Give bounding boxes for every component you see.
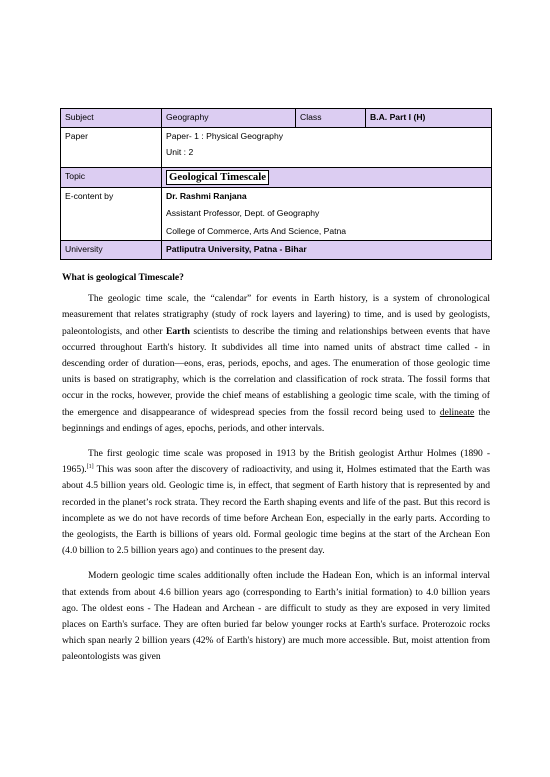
university-label: University bbox=[61, 241, 162, 260]
class-label: Class bbox=[296, 109, 366, 128]
subject-row bbox=[61, 109, 492, 128]
course-info-table bbox=[60, 108, 492, 260]
paragraph-2 bbox=[62, 446, 490, 559]
paper-value: Paper- 1 : Physical Geography bbox=[166, 130, 284, 141]
paragraph-3: Modern geologic time scales additionally often include the Hadean Eon, which is an informal interval that extends from about 4.6 billion years ago (corresponding to Earth’s initial formation) to 4.0 billion years ago. The oldest eons - The Hadean and Archean - are difficult to study as they are exposed in very limited places on Earth's surface. They are often buried far below younger rocks at Earth's surface. Proterozoic rocks which span nearly 2 billion years (42% of Earth's history) are much more accessible. But, moist attention from paleontologists was given bbox=[62, 570, 490, 663]
university-row bbox=[61, 241, 492, 260]
p2-text-a: The first geologic time scale was proposed in 1913 by the British geologist Arthur Holmes (1890 - 1965). bbox=[62, 448, 490, 476]
author-college: College of Commerce, Arts And Science, Patna bbox=[166, 225, 347, 236]
p1-text-c: the beginnings and endings of ages, epochs, periods, and other intervals. bbox=[62, 406, 490, 434]
p2-text-b: This was soon after the discovery of radioactivity, and using it, Holmes estimated that the Earth was about 4.5 billion years old. Geologic time is, in effect, that segment of Earth history that is represented by and recorded in the planet’s rock strata. They record the Earth shaping events and life of the past. But this record is incomplete as we do not have records of time before Archean Eon, especially in the early parts. According to the geologists, the Earth is billions of years old. Formal geologic time begins at the start of the Archean Eon (4.0 billion to 2.5 billion years ago) and continues to the present day. bbox=[62, 464, 490, 557]
paragraph-1 bbox=[62, 291, 490, 437]
econtent-label: E-content by bbox=[61, 187, 162, 241]
topic-label: Topic bbox=[61, 167, 162, 187]
subject-value: Geography bbox=[162, 109, 296, 128]
econtent-cell bbox=[162, 187, 492, 241]
p1-text-b: scientists to describe the timing and relationships between events that have occurred throughout Earth's history. It subdivides all time into named units of abstract time called - in descending order of duration—eons, eras, periods, epochs, and ages. The enumeration of those geologic time units is based on stratigraphy, which is the correlation and classification of rock strata. The fossil forms that occur in the rocks, however, provide the chief means of establishing a geologic time scale, with the timing of the emergence and disappearance of widespread species from the fossil record being used to bbox=[62, 325, 490, 418]
author-title: Assistant Professor, Dept. of Geography bbox=[166, 208, 320, 218]
author-name: Dr. Rashmi Ranjana bbox=[166, 190, 247, 201]
subject-label: Subject bbox=[61, 109, 162, 128]
paper-cell bbox=[162, 127, 492, 167]
section-heading: What is geological Timescale? bbox=[62, 272, 184, 283]
topic-value: Geological Timescale bbox=[166, 170, 269, 185]
econtent-row bbox=[61, 187, 492, 241]
class-value: B.A. Part I (H) bbox=[366, 109, 492, 128]
p1-underline-delineate: delineate bbox=[439, 406, 475, 418]
topic-row bbox=[61, 167, 492, 187]
unit-value: Unit : 2 bbox=[166, 147, 194, 157]
p2-citation: [1] bbox=[86, 464, 94, 471]
university-value: Patliputra University, Patna - Bihar bbox=[162, 241, 492, 260]
body-content bbox=[62, 270, 490, 675]
paper-label: Paper bbox=[61, 127, 162, 167]
paper-row bbox=[61, 127, 492, 167]
p1-text-a: The geologic time scale, the “calendar” for events in Earth history, is a system of chronological measurement that relates stratigraphy (study of rock layers and layering) to time, and is used by geologists, paleontologists, and other bbox=[62, 293, 490, 337]
p1-bold-earth: Earth bbox=[166, 325, 190, 337]
topic-cell bbox=[162, 167, 492, 187]
